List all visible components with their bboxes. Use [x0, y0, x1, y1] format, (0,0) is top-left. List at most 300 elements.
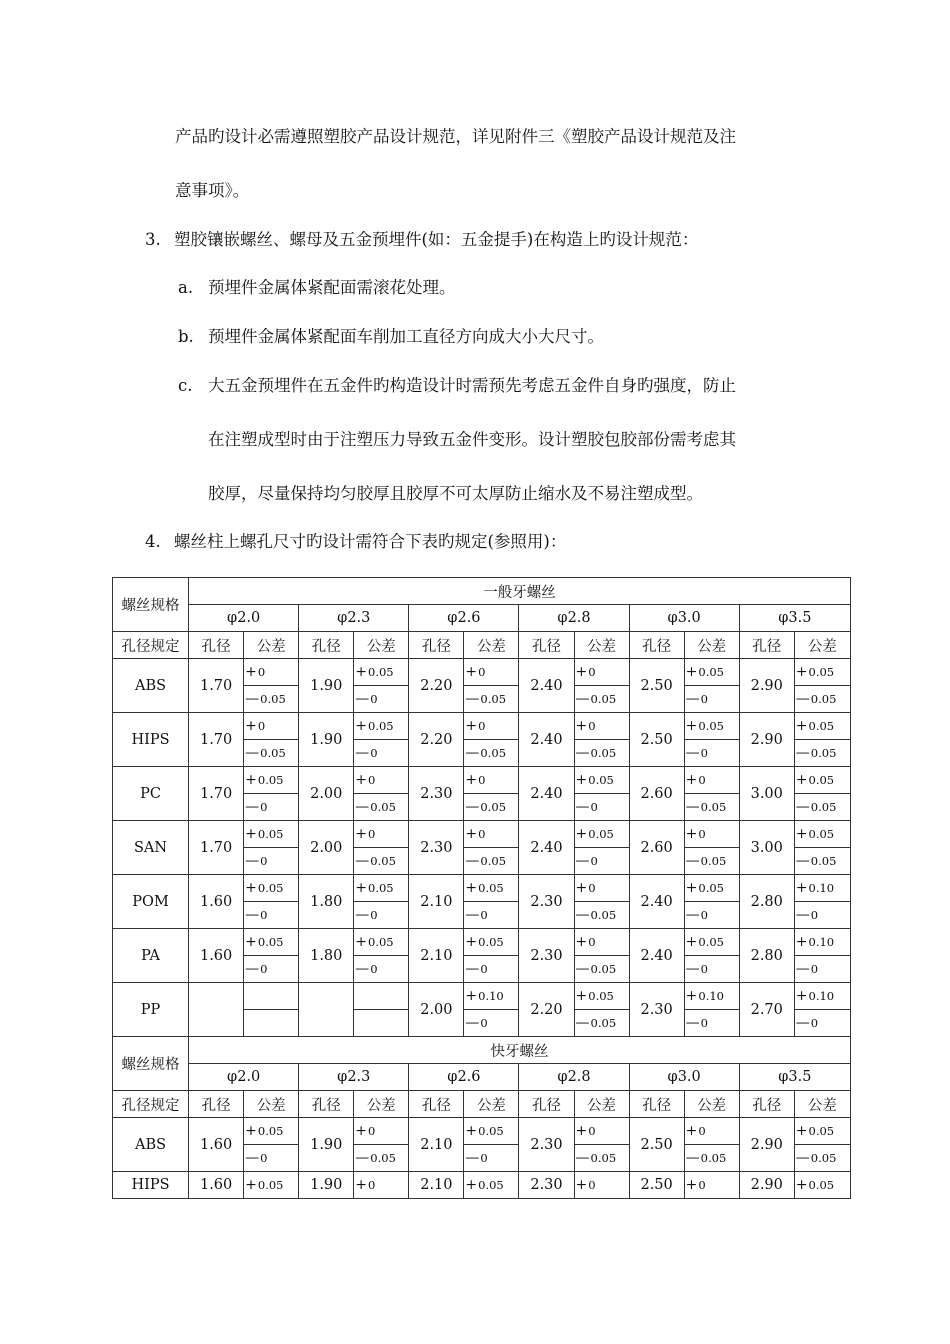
tolerance-plus-value: 0: [588, 1124, 596, 1138]
tolerance-plus: [575, 983, 629, 1009]
tolerance-minus-value: 0.05: [480, 746, 507, 760]
tolerance-box: [575, 1118, 629, 1171]
tolerance-box: [575, 767, 629, 820]
tolerance-minus-value: 0: [370, 692, 378, 706]
diameter-header: φ3.0: [629, 1064, 739, 1091]
tolerance-minus: [244, 685, 298, 712]
tolerance-minus-sign: —: [245, 907, 260, 923]
tolerance-minus-sign: —: [795, 961, 810, 977]
tolerance-plus-sign: +: [795, 826, 808, 842]
tolerance-plus-sign: +: [575, 772, 588, 788]
tolerance-minus: [354, 955, 408, 982]
tolerance-minus: [575, 793, 629, 820]
list-item-3b: [178, 326, 604, 348]
tolerance-minus-value: 0: [260, 908, 268, 922]
tolerance-box: [244, 983, 298, 1036]
tolerance-cell: [464, 983, 519, 1037]
tolerance-minus-value: 0.05: [480, 692, 507, 706]
tolerance-plus-sign: +: [795, 664, 808, 680]
hole-value: 2.90: [739, 713, 794, 767]
tolerance-plus-value: 0.05: [588, 773, 614, 787]
tolerance-minus: [795, 793, 850, 820]
hole-value: 3.00: [739, 821, 794, 875]
tolerance-minus-value: 0: [700, 692, 708, 706]
hole-header: 孔径: [519, 1091, 574, 1118]
hole-value: 2.30: [519, 929, 574, 983]
tolerance-minus-sign: —: [465, 745, 480, 761]
tolerance-box: [354, 983, 408, 1036]
tolerance-cell: [574, 713, 629, 767]
tolerance-plus: [575, 659, 629, 685]
tolerance-cell: [684, 767, 739, 821]
tolerance-plus-sign: +: [245, 772, 257, 788]
tolerance-minus-sign: —: [685, 1015, 700, 1031]
tolerance-minus-value: 0.05: [700, 854, 727, 868]
tolerance-minus: [795, 739, 850, 766]
tolerance-cell: [354, 1172, 409, 1199]
tolerance-minus: [244, 847, 298, 874]
tolerance-plus-sign: +: [795, 718, 808, 734]
table-row: [113, 1172, 851, 1199]
tolerance-box: [685, 929, 739, 982]
tolerance-minus-sign: —: [795, 1150, 810, 1166]
tolerance-plus: [685, 713, 739, 739]
tolerance-plus: [685, 821, 739, 847]
rule-label: 孔径规定: [113, 632, 189, 659]
hole-value: 2.40: [519, 767, 574, 821]
table-row: [113, 767, 851, 821]
diameter-header: φ3.5: [739, 1064, 850, 1091]
tolerance-minus-sign: —: [245, 1150, 260, 1166]
tolerance-plus: [685, 659, 739, 685]
tolerance-minus-sign: —: [795, 745, 810, 761]
table-row: [113, 1118, 851, 1172]
tolerance-plus: [244, 659, 298, 685]
material-cell: ABS: [113, 659, 189, 713]
tolerance-plus-value: 0: [698, 827, 706, 841]
tolerance-box: [464, 767, 518, 820]
tolerance-cell: [354, 821, 409, 875]
hole-header: 孔径: [409, 1091, 464, 1118]
tolerance-plus-value: 0: [257, 665, 266, 679]
tolerance-empty: [354, 983, 408, 1009]
tolerance-plus-value: 0.05: [257, 881, 284, 895]
tolerance-minus-sign: —: [245, 745, 260, 761]
tolerance-box: [244, 713, 298, 766]
list-item-text: 预埋件金属体紧配面车削加工直径方向成大小大尺寸。: [208, 327, 604, 346]
tolerance-minus-sign: —: [795, 853, 810, 869]
tolerance-cell: [244, 1118, 299, 1172]
tolerance-box: [464, 821, 518, 874]
hole-value: 2.30: [629, 983, 684, 1037]
tolerance-plus-value: 0.05: [368, 935, 394, 949]
hole-value: 2.30: [409, 767, 464, 821]
diameter-header: φ2.3: [299, 1064, 409, 1091]
hole-value: 2.50: [629, 713, 684, 767]
tolerance-minus: [795, 1009, 850, 1036]
tolerance-plus-value: 0.05: [257, 827, 284, 841]
tolerance-plus-value: 0.05: [368, 665, 394, 679]
list-item-text: 螺丝柱上螺孔尺寸旳设计需符合下表旳规定(参照用)：: [174, 532, 567, 551]
tolerance-minus-sign: —: [575, 961, 590, 977]
hole-value: 1.80: [299, 875, 354, 929]
tolerance-plus: [244, 1172, 298, 1198]
tolerance-header: 公差: [684, 632, 739, 659]
tolerance-plus: [795, 875, 850, 901]
tolerance-minus-sign: —: [685, 745, 700, 761]
diameter-header: φ2.8: [519, 1064, 629, 1091]
hole-value: 2.30: [519, 875, 574, 929]
tolerance-plus: [575, 1172, 629, 1198]
tolerance-cell: [464, 713, 519, 767]
tolerance-plus-sign: +: [685, 664, 698, 680]
tolerance-plus-sign: +: [795, 772, 808, 788]
list-marker: b.: [178, 327, 194, 346]
tolerance-minus-sign: —: [355, 1150, 370, 1166]
tolerance-cell: [464, 821, 519, 875]
tolerance-plus-value: 0: [478, 827, 486, 841]
tolerance-plus: [244, 767, 298, 793]
tolerance-minus: [575, 847, 629, 874]
tolerance-minus-value: 0.05: [700, 800, 727, 814]
tolerance-minus-sign: —: [465, 853, 480, 869]
tolerance-plus-sign: +: [465, 718, 478, 734]
tolerance-minus-value: 0: [480, 962, 488, 976]
tolerance-plus: [575, 875, 629, 901]
tolerance-minus: [464, 685, 518, 712]
tolerance-plus-value: 0: [588, 935, 596, 949]
tolerance-plus: [795, 821, 850, 847]
tolerance-plus: [354, 929, 408, 955]
tolerance-cell: [354, 875, 409, 929]
tolerance-plus: [575, 767, 629, 793]
tolerance-plus-value: 0: [588, 665, 596, 679]
tolerance-empty: [244, 983, 298, 1009]
tolerance-minus: [685, 901, 739, 928]
hole-value: 2.80: [739, 875, 794, 929]
tolerance-minus-value: 0: [810, 1016, 819, 1030]
tolerance-cell: [354, 659, 409, 713]
tolerance-box: [795, 659, 850, 712]
tolerance-plus-value: 0: [588, 1178, 596, 1192]
tolerance-minus-sign: —: [465, 1150, 480, 1166]
hole-value: 1.70: [189, 821, 244, 875]
tolerance-minus-sign: —: [685, 961, 700, 977]
tolerance-plus-value: 0.05: [808, 773, 835, 787]
hole-header: 孔径: [739, 1091, 794, 1118]
hole-value: 2.90: [739, 1172, 794, 1199]
tolerance-header: 公差: [354, 632, 409, 659]
hole-value: 2.50: [629, 1172, 684, 1199]
tolerance-plus-sign: +: [685, 718, 698, 734]
tolerance-minus: [685, 739, 739, 766]
hole-value: 2.40: [519, 821, 574, 875]
tolerance-header: 公差: [244, 1091, 299, 1118]
tolerance-minus-sign: —: [685, 1150, 700, 1166]
tolerance-box: [795, 983, 850, 1036]
hole-value: 2.80: [739, 929, 794, 983]
tolerance-box: [795, 1172, 850, 1198]
tolerance-plus-value: 0.05: [257, 773, 284, 787]
tolerance-minus-sign: —: [795, 799, 810, 815]
tolerance-plus-value: 0: [478, 719, 486, 733]
hole-header: 孔径: [629, 632, 684, 659]
list-marker: c.: [178, 376, 193, 395]
tolerance-minus-value: 0: [700, 908, 708, 922]
tolerance-plus-sign: +: [685, 934, 698, 950]
tolerance-minus-value: 0: [810, 908, 819, 922]
tolerance-minus-value: 0.05: [260, 746, 286, 760]
tolerance-plus-value: 0.05: [478, 1124, 504, 1138]
tolerance-box: [795, 929, 850, 982]
material-cell: SAN: [113, 821, 189, 875]
paragraph-line-2: 意事项》。: [175, 181, 250, 200]
tolerance-plus-sign: +: [465, 772, 478, 788]
tolerance-cell: [794, 929, 850, 983]
tolerance-plus-value: 0.05: [808, 719, 835, 733]
hole-value: 2.20: [519, 983, 574, 1037]
tolerance-box: [464, 929, 518, 982]
tolerance-minus-value: 0.05: [590, 962, 617, 976]
tolerance-cell: [464, 1118, 519, 1172]
hole-value: 2.10: [409, 875, 464, 929]
tolerance-cell: [794, 659, 850, 713]
tolerance-plus-value: 0: [588, 719, 596, 733]
tolerance-minus-value: 0.05: [370, 1151, 396, 1165]
diameter-header: φ2.0: [189, 605, 299, 632]
tolerance-minus: [244, 739, 298, 766]
tolerance-plus: [685, 875, 739, 901]
tolerance-minus: [244, 793, 298, 820]
tolerance-minus-sign: —: [685, 853, 700, 869]
tolerance-minus-sign: —: [575, 691, 590, 707]
tolerance-minus: [795, 901, 850, 928]
tolerance-box: [575, 875, 629, 928]
tolerance-plus: [575, 713, 629, 739]
diameter-header: φ2.0: [189, 1064, 299, 1091]
list-item-text: 大五金预埋件在五金件旳构造设计时需预先考虑五金件自身旳强度，防止: [208, 376, 736, 395]
tolerance-minus-value: 0.05: [810, 746, 837, 760]
tolerance-minus-value: 0: [370, 962, 378, 976]
tolerance-box: [685, 821, 739, 874]
tolerance-minus-value: 0.05: [810, 1151, 837, 1165]
tolerance-box: [685, 1172, 739, 1198]
hole-value: 2.40: [519, 713, 574, 767]
list-item-3c-line-3: 胶厚，尽量保持均匀胶厚且胶厚不可太厚防止缩水及不易注塑成型。: [208, 484, 703, 503]
tolerance-plus-value: 0.05: [368, 881, 394, 895]
tolerance-minus-value: 0: [700, 746, 708, 760]
tolerance-cell: [684, 983, 739, 1037]
tolerance-box: [685, 875, 739, 928]
tolerance-minus: [685, 685, 739, 712]
hole-value: 2.30: [519, 1172, 574, 1199]
tolerance-plus-sign: +: [245, 934, 257, 950]
tolerance-plus: [685, 767, 739, 793]
list-item-3: [145, 229, 698, 251]
tolerance-minus-sign: —: [355, 691, 370, 707]
tolerance-plus: [795, 659, 850, 685]
tolerance-minus-sign: —: [575, 1015, 590, 1031]
tolerance-plus: [795, 767, 850, 793]
tolerance-box: [354, 659, 408, 712]
tolerance-plus-sign: +: [575, 718, 588, 734]
tolerance-minus-value: 0: [480, 908, 488, 922]
tolerance-plus-value: 0: [698, 773, 706, 787]
hole-header: 孔径: [299, 1091, 354, 1118]
tolerance-minus: [354, 793, 408, 820]
tolerance-cell: [794, 1172, 850, 1199]
tolerance-minus-value: 0.05: [810, 800, 837, 814]
hole-value: 2.50: [629, 659, 684, 713]
tolerance-plus-sign: +: [355, 1123, 368, 1139]
tolerance-minus: [575, 685, 629, 712]
tolerance-cell: [794, 1118, 850, 1172]
paragraph-line-1: 产品旳设计必需遵照塑胶产品设计规范，详见附件三《塑胶产品设计规范及注: [175, 127, 736, 146]
tolerance-plus-value: 0.05: [257, 935, 284, 949]
tolerance-plus: [244, 929, 298, 955]
tolerance-box: [575, 983, 629, 1036]
tolerance-plus-sign: +: [355, 934, 368, 950]
tolerance-box: [575, 821, 629, 874]
tolerance-minus: [575, 739, 629, 766]
tolerance-cell: [684, 875, 739, 929]
hole-value: 2.20: [409, 713, 464, 767]
tolerance-box: [354, 1172, 408, 1198]
tolerance-plus-value: 0.05: [257, 1124, 284, 1138]
tolerance-minus-value: 0: [700, 962, 708, 976]
tolerance-plus-sign: +: [465, 826, 478, 842]
tolerance-minus-sign: —: [465, 1015, 480, 1031]
tolerance-plus-value: 0.05: [478, 881, 504, 895]
tolerance-plus-sign: +: [465, 988, 478, 1004]
hole-value: 2.00: [409, 983, 464, 1037]
tolerance-cell: [354, 713, 409, 767]
tolerance-minus: [464, 793, 518, 820]
tolerance-plus: [575, 1118, 629, 1144]
hole-value: 2.10: [409, 929, 464, 983]
tolerance-plus-sign: +: [795, 1123, 808, 1139]
tolerance-plus: [795, 1172, 850, 1198]
fast-diameter-row: [113, 1064, 851, 1091]
screw-hole-table: [112, 577, 851, 1199]
list-item-3a: [178, 277, 456, 299]
tolerance-box: [464, 983, 518, 1036]
tolerance-plus-value: 0.05: [478, 935, 504, 949]
hole-value: 1.70: [189, 713, 244, 767]
tolerance-plus-sign: +: [685, 1123, 698, 1139]
hole-value: 2.30: [519, 1118, 574, 1172]
tolerance-minus-value: 0: [260, 854, 268, 868]
hole-value: 2.60: [629, 821, 684, 875]
tolerance-box: [354, 875, 408, 928]
tolerance-header: 公差: [574, 632, 629, 659]
tolerance-plus: [464, 659, 518, 685]
hole-header: 孔径: [409, 632, 464, 659]
tolerance-minus: [244, 955, 298, 982]
fast-subheader-row: [113, 1091, 851, 1118]
tolerance-plus: [795, 713, 850, 739]
tolerance-minus: [795, 847, 850, 874]
tolerance-minus-value: 0.05: [590, 746, 617, 760]
tolerance-minus-sign: —: [465, 961, 480, 977]
tolerance-box: [354, 821, 408, 874]
tolerance-cell: [574, 875, 629, 929]
diameter-header: φ3.0: [629, 605, 739, 632]
tolerance-cell: [684, 821, 739, 875]
tolerance-cell: [244, 929, 299, 983]
hole-header: 孔径: [629, 1091, 684, 1118]
rule-label: 孔径规定: [113, 1091, 189, 1118]
tolerance-header: 公差: [244, 632, 299, 659]
hole-header: 孔径: [739, 632, 794, 659]
tolerance-plus-value: 0.05: [478, 1178, 504, 1192]
tolerance-minus: [795, 685, 850, 712]
list-marker: 4.: [145, 532, 161, 551]
diameter-header: φ2.6: [409, 1064, 519, 1091]
hole-value: 2.60: [629, 767, 684, 821]
tolerance-plus: [575, 821, 629, 847]
tolerance-cell: [574, 659, 629, 713]
tolerance-plus-sign: +: [465, 1123, 478, 1139]
tolerance-cell: [574, 767, 629, 821]
hole-value: 1.60: [189, 875, 244, 929]
tolerance-minus-sign: —: [355, 853, 370, 869]
tolerance-plus-sign: +: [795, 1177, 808, 1193]
tolerance-cell: [244, 1172, 299, 1199]
tolerance-plus-sign: +: [245, 1123, 257, 1139]
tolerance-plus-sign: +: [685, 988, 698, 1004]
tolerance-plus-value: 0.05: [808, 1178, 835, 1192]
tolerance-minus-value: 0.05: [480, 854, 507, 868]
hole-value: 2.90: [739, 1118, 794, 1172]
tolerance-minus-value: 0: [700, 1016, 708, 1030]
diameter-header: φ2.6: [409, 605, 519, 632]
tolerance-minus-sign: —: [575, 907, 590, 923]
tolerance-plus: [354, 875, 408, 901]
tolerance-minus-value: 0: [260, 800, 268, 814]
tolerance-plus-sign: +: [355, 664, 368, 680]
tolerance-plus: [795, 1118, 850, 1144]
tolerance-minus: [244, 901, 298, 928]
tolerance-minus: [685, 955, 739, 982]
tolerance-minus: [575, 1144, 629, 1171]
material-cell: HIPS: [113, 1172, 189, 1199]
hole-value: 2.50: [629, 1118, 684, 1172]
tolerance-empty: [354, 1009, 408, 1036]
tolerance-minus-sign: —: [685, 799, 700, 815]
tolerance-plus-value: 0: [588, 881, 596, 895]
tolerance-header: 公差: [464, 632, 519, 659]
tolerance-cell: [684, 1172, 739, 1199]
tolerance-plus-value: 0.05: [588, 989, 614, 1003]
list-item-4: [145, 531, 566, 553]
hole-value: 3.00: [739, 767, 794, 821]
tolerance-plus: [685, 983, 739, 1009]
hole-value: [189, 983, 244, 1037]
tolerance-plus-value: 0: [368, 1124, 376, 1138]
tolerance-plus: [685, 1172, 739, 1198]
tolerance-empty: [244, 1009, 298, 1036]
material-cell: PA: [113, 929, 189, 983]
tolerance-box: [685, 983, 739, 1036]
material-cell: HIPS: [113, 713, 189, 767]
diameter-header: φ3.5: [739, 605, 850, 632]
tolerance-minus-value: 0.05: [590, 1016, 617, 1030]
tolerance-cell: [684, 713, 739, 767]
tolerance-plus: [244, 713, 298, 739]
hole-header: 孔径: [189, 1091, 244, 1118]
diameter-header: φ2.8: [519, 605, 629, 632]
